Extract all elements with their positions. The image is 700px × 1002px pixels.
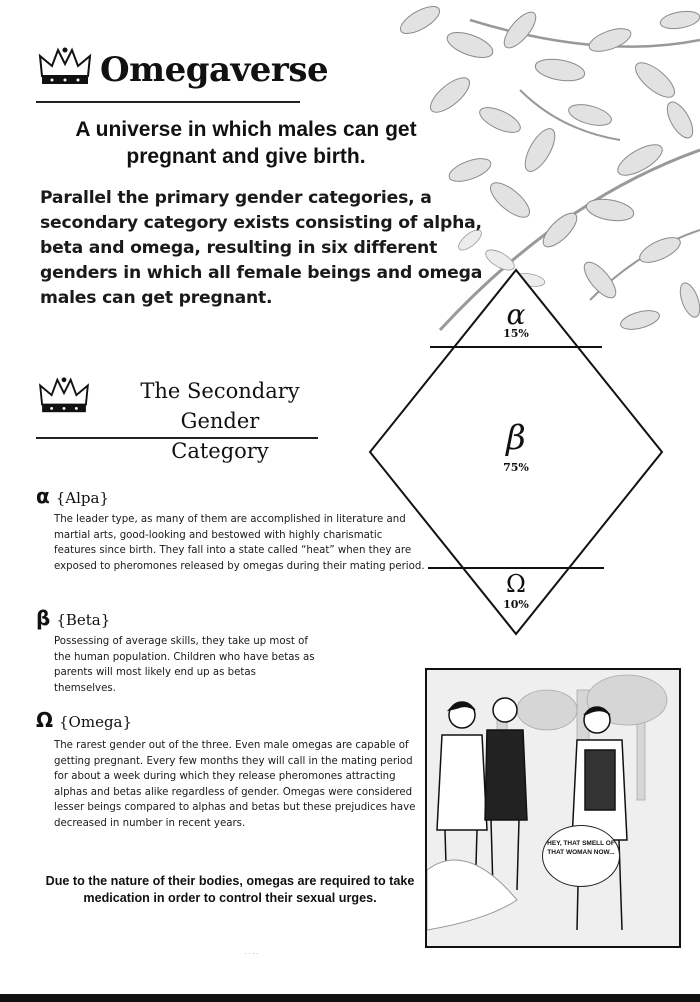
omega-symbol: Ω [36,708,54,732]
diagram-omega-symbol: Ω [506,570,526,598]
subtitle: A universe in which males can get pregnant and give birth. [75,118,417,168]
section-divider [36,437,318,439]
manga-panel-illustration [427,670,679,946]
intro-paragraph: Parallel the primary gender categories, a secondary category exists consisting of alpha, beta and omega, resulting in six different genders in which all female beings and omega males can get pregnant. [40,188,483,308]
section-title-line2: Category [171,439,269,463]
beta-heading [36,606,110,630]
beta-symbol: β [36,606,51,630]
speech-bubble: HEY, THAT SMELL OF THAT WOMAN NOW... [542,825,620,887]
section-title [100,376,340,466]
omega-heading [36,708,132,732]
alpha-name: {Alpa} [55,489,110,507]
section-title-line1: The Secondary Gender [140,379,300,433]
alpha-heading [36,484,109,508]
alpha-description: The leader type, as many of them are accomplished in literature and martial arts, good-looking and bestowed with highly charismatic features since birth. They fall into a state called “heat” when they are exposed to pheromones released by omegas during their mating period. [54,514,425,572]
bottom-border [0,994,700,1002]
diagram-alpha-percent: 15% [503,327,529,340]
omega-name: {Omega} [59,713,133,731]
omega-description: The rarest gender out of the three. Even male omegas are capable of getting pregnant. Every few months they will call in the mating period for about a week during which they release pheromones attracting alphas and betas alike regardless of gender. Omegas were considered lesser beings compared to alphas and betas but these prejudices have decreased in number in recent years. [54,740,416,829]
alpha-symbol: α [36,484,50,508]
decorative-mark: · · · · [245,951,258,957]
beta-name: {Beta} [56,611,111,629]
page-title: Omegaverse [100,50,329,90]
diagram-omega-percent: 10% [503,598,529,611]
diagram-beta-symbol: β [506,418,526,458]
title-divider [36,101,300,103]
crown-icon [38,376,90,416]
crown-icon [38,46,92,88]
manga-panel [425,668,681,948]
beta-description: Possessing of average skills, they take up most of the human population. Children who have betas as parents will most likely end up as betas themselves. [54,636,315,694]
diagram-beta-percent: 75% [503,461,529,474]
footer-note: Due to the nature of their bodies, omegas are required to take medication in order to control their sexual urges. [45,874,415,905]
diagram-alpha-symbol: α [506,298,526,331]
